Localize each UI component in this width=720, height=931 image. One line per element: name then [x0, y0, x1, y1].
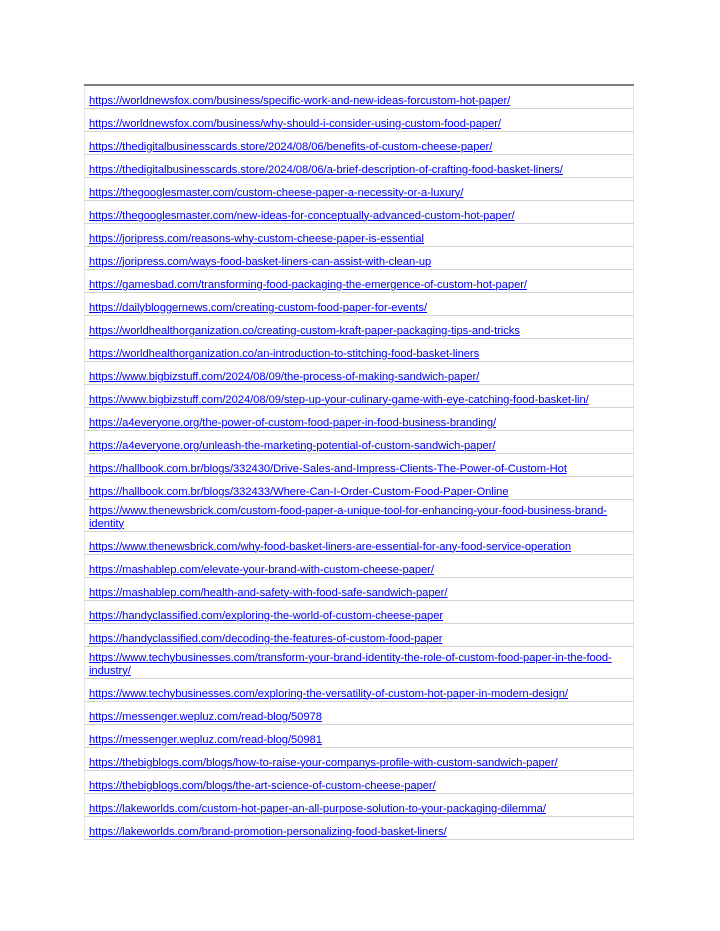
link[interactable]: https://lakeworlds.com/custom-hot-paper-an-all-purpose-solution-to-your-packaging-dilemma/ — [89, 802, 546, 815]
table-row — [84, 293, 634, 316]
link[interactable]: https://dailybloggernews.com/creating-custom-food-paper-for-events/ — [89, 301, 428, 314]
table-row — [84, 748, 634, 771]
table-row — [84, 477, 634, 500]
link[interactable]: https://joripress.com/reasons-why-custom-cheese-paper-is-essential — [89, 232, 424, 245]
link-table — [84, 84, 634, 840]
table-row — [84, 794, 634, 817]
link[interactable]: https://www.bigbizstuff.com/2024/08/09/step-up-your-culinary-game-with-eye-catching-food-basket-lin/ — [89, 393, 589, 406]
link[interactable]: https://gamesbad.com/transforming-food-packaging-the-emergence-of-custom-hot-paper/ — [89, 278, 527, 291]
table-row — [84, 339, 634, 362]
link[interactable]: https://hallbook.com.br/blogs/332430/Drive-Sales-and-Impress-Clients-The-Power-of-Custom-Hot — [89, 462, 567, 475]
link[interactable]: https://worldhealthorganization.co/creating-custom-kraft-paper-packaging-tips-and-tricks — [89, 324, 520, 337]
table-row — [84, 408, 634, 431]
link[interactable]: https://thegooglesmaster.com/new-ideas-for-conceptually-advanced-custom-hot-paper/ — [89, 209, 515, 222]
link[interactable]: https://mashablep.com/health-and-safety-with-food-safe-sandwich-paper/ — [89, 586, 448, 599]
link[interactable]: https://thebigblogs.com/blogs/the-art-science-of-custom-cheese-paper/ — [89, 779, 436, 792]
link[interactable]: https://a4everyone.org/unleash-the-marketing-potential-of-custom-sandwich-paper/ — [89, 439, 496, 452]
link[interactable]: https://thedigitalbusinesscards.store/2024/08/06/benefits-of-custom-cheese-paper/ — [89, 140, 493, 153]
link[interactable]: https://www.techybusinesses.com/exploring-the-versatility-of-custom-hot-paper-in-modern-design/ — [89, 687, 568, 700]
table-row — [84, 224, 634, 247]
table-row — [84, 385, 634, 408]
table-row — [84, 771, 634, 794]
link[interactable]: https://www.thenewsbrick.com/why-food-basket-liners-are-essential-for-any-food-service-operation — [89, 540, 572, 553]
table-row — [84, 109, 634, 132]
table-row — [84, 362, 634, 385]
link[interactable]: https://thegooglesmaster.com/custom-cheese-paper-a-necessity-or-a-luxury/ — [89, 186, 464, 199]
table-row — [84, 155, 634, 178]
link[interactable]: https://thebigblogs.com/blogs/how-to-raise-your-companys-profile-with-custom-sandwich-paper/ — [89, 756, 558, 769]
table-row — [84, 201, 634, 224]
table-row — [84, 647, 634, 679]
table-row — [84, 578, 634, 601]
table-row — [84, 454, 634, 477]
link[interactable]: https://joripress.com/ways-food-basket-liners-can-assist-with-clean-up — [89, 255, 432, 268]
table-row — [84, 532, 634, 555]
table-row — [84, 702, 634, 725]
table-row — [84, 601, 634, 624]
link[interactable]: https://hallbook.com.br/blogs/332433/Where-Can-I-Order-Custom-Food-Paper-Online — [89, 485, 509, 498]
link[interactable]: https://a4everyone.org/the-power-of-custom-food-paper-in-food-business-branding/ — [89, 416, 497, 429]
link[interactable]: https://handyclassified.com/exploring-the-world-of-custom-cheese-paper — [89, 609, 444, 622]
table-row — [84, 624, 634, 647]
link[interactable]: https://messenger.wepluz.com/read-blog/50981 — [89, 733, 322, 746]
link[interactable]: https://messenger.wepluz.com/read-blog/50978 — [89, 710, 322, 723]
link[interactable]: https://worldhealthorganization.co/an-introduction-to-stitching-food-basket-liners — [89, 347, 480, 360]
table-row — [84, 178, 634, 201]
link[interactable]: https://thedigitalbusinesscards.store/2024/08/06/a-brief-description-of-crafting-food-basket-liners/ — [89, 163, 563, 176]
link[interactable]: https://www.thenewsbrick.com/custom-food-paper-a-unique-tool-for-enhancing-your-food-business-brand-identity — [89, 505, 607, 530]
table-row — [84, 555, 634, 578]
link[interactable]: https://www.bigbizstuff.com/2024/08/09/the-process-of-making-sandwich-paper/ — [89, 370, 480, 383]
table-row — [84, 132, 634, 155]
table-row — [84, 679, 634, 702]
table-row — [84, 316, 634, 339]
link[interactable]: https://worldnewsfox.com/business/why-should-i-consider-using-custom-food-paper/ — [89, 117, 501, 130]
table-row — [84, 725, 634, 748]
table-row — [84, 247, 634, 270]
link[interactable]: https://handyclassified.com/decoding-the-features-of-custom-food-paper — [89, 632, 443, 645]
table-row — [84, 431, 634, 454]
link[interactable]: https://mashablep.com/elevate-your-brand-with-custom-cheese-paper/ — [89, 563, 434, 576]
link[interactable]: https://www.techybusinesses.com/transform-your-brand-identity-the-role-of-custom-food-paper-in-the-food-industry/ — [89, 652, 612, 677]
table-row — [84, 500, 634, 532]
table-row — [84, 270, 634, 293]
table-row — [84, 817, 634, 840]
link[interactable]: https://worldnewsfox.com/business/specific-work-and-new-ideas-forcustom-hot-paper/ — [89, 94, 511, 107]
link[interactable]: https://lakeworlds.com/brand-promotion-personalizing-food-basket-liners/ — [89, 825, 447, 838]
table-row — [84, 86, 634, 109]
